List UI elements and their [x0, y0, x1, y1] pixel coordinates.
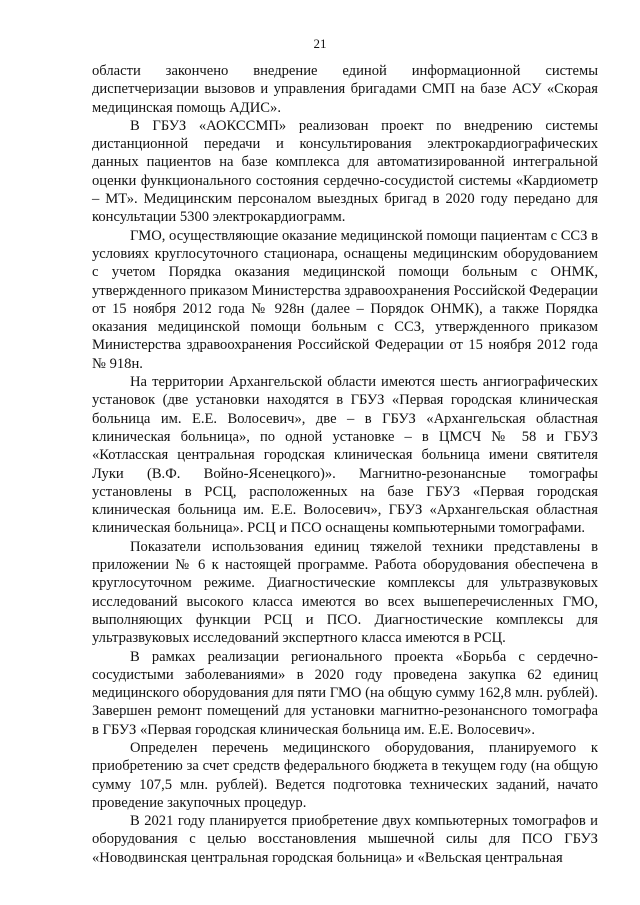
paragraph: На территории Архангельской области имеются шесть ангиографических установок (две установки находятся в ГБУЗ «Первая городская клиническая больница им. Е.Е. Волосевич», две – в ГБУЗ «Архангельская областная клиническая больница», по одной установке – в ЦМСЧ № 58 и ГБУЗ «Котласская центральная городская клиническая больница имени святителя Луки (В.Ф. Войно-Ясенецкого)». Магнитно-резонансные томографы установлены в РСЦ, расположенных на базе ГБУЗ «Первая городская клиническая больница им. Е.Е. Волосевич», ГБУЗ «Архангельская областная клиническая больница». РСЦ и ПСО оснащены компьютерными томографами.: [92, 374, 598, 537]
paragraph: Показатели использования единиц тяжелой техники представлены в приложении № 6 к настоящей программе. Работа оборудования обеспечена в круглосуточном режиме. Диагностические комплексы для ультразвуковых исследований высокого класса имеются во всех вышеперечисленных ГМО, выполняющих функции РСЦ и ПСО. Диагностические комплексы для ультразвуковых исследований экспертного класса имеются в РСЦ.: [92, 538, 598, 647]
paragraph: ГМО, осуществляющие оказание медицинской помощи пациентам с ССЗ в условиях круглосуточного стационара, оснащены медицинским оборудованием с учетом Порядка оказания медицинской помощи больным с ОНМК, утвержденного приказом Министерства здравоохранения Российской Федерации от 15 ноября 2012 года № 928н (далее – Порядок ОНМК), а также Порядка оказания медицинской помощи больным с ССЗ, утвержденного приказом Министерства здравоохранения Российской Федерации от 15 ноября 2012 года № 918н.: [92, 227, 599, 372]
document-body: [92, 62, 598, 867]
paragraph: В 2021 году планируется приобретение двух компьютерных томографов и оборудования с целью восстановления мышечной силы для ПСО ГБУЗ «Новодвинская центральная городская больница» и «Вельская центральная: [92, 813, 598, 866]
paragraph: Определен перечень медицинского оборудования, планируемого к приобретению за счет средств федерального бюджета в текущем году (на общую сумму 107,5 млн. рублей). Ведется подготовка технических заданий, начато проведение закупочных процедур.: [92, 739, 598, 811]
paragraph: В ГБУЗ «АОКССМП» реализован проект по внедрению системы дистанционной передачи и консультирования электрокардиографических данных пациентов на базе комплекса для автоматизированной интегральной оценки функционального состояния сердечно-сосудистой системы «Кардиометр – МТ». Медицинским персоналом выездных бригад в 2020 году передано для консультации 5300 электрокардиограмм.: [92, 117, 598, 226]
paragraph: В рамках реализации регионального проекта «Борьба с сердечно-сосудистыми заболеваниями» в 2020 году проведена закупка 62 единиц медицинского оборудования для пяти ГМО (на общую сумму 162,8 млн. рублей). Завершен ремонт помещений для установки магнитно-резонансного томографа в ГБУЗ «Первая городская клиническая больница им. Е.Е. Волосевич».: [92, 648, 598, 738]
paragraph-continued: области закончено внедрение единой информационной системы диспетчеризации вызовов и управления бригадами СМП на базе АСУ «Скорая медицинская помощь АДИС».: [92, 63, 598, 116]
page-number: 21: [313, 36, 327, 51]
